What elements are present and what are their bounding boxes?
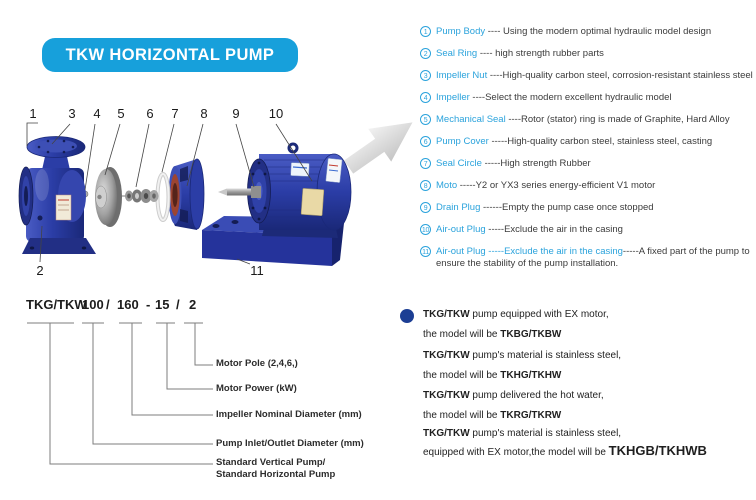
part-name: Pump Cover bbox=[436, 135, 489, 147]
model-code-block bbox=[0, 295, 380, 495]
circled-number-icon: 4 bbox=[420, 92, 431, 103]
pump-exploded-diagram bbox=[10, 90, 430, 305]
model-label-motor-power: Motor Power (kW) bbox=[216, 383, 297, 394]
part-number-10: 10 bbox=[268, 106, 284, 121]
motor bbox=[248, 144, 352, 238]
model-separator: / bbox=[106, 297, 110, 312]
list-item bbox=[420, 92, 756, 104]
circled-number-icon: 7 bbox=[420, 158, 431, 169]
list-item bbox=[420, 202, 756, 214]
model-segment-inlet: 100 bbox=[82, 297, 104, 312]
part-desc: -----High strength Rubber bbox=[481, 157, 591, 169]
part-number-4: 4 bbox=[93, 106, 101, 121]
pump-label-sticker bbox=[56, 195, 71, 220]
list-item bbox=[420, 224, 756, 236]
part-number-11: 11 bbox=[250, 263, 264, 278]
part-desc: -----High-quality carbon steel, stainless steel, casting bbox=[488, 135, 713, 147]
seal-circle-o-ring bbox=[158, 174, 169, 220]
variant-line: equipped with EX motor,the model will be TKHGB/TKHWB bbox=[423, 443, 707, 458]
circled-number-icon: 10 bbox=[420, 224, 431, 235]
circled-number-icon: 9 bbox=[420, 202, 431, 213]
circled-number-icon: 1 bbox=[420, 26, 431, 37]
title-banner bbox=[42, 38, 298, 72]
parts-list bbox=[420, 26, 756, 280]
circled-number-icon: 6 bbox=[420, 136, 431, 147]
part-name: Seal Circle bbox=[436, 157, 482, 169]
part-desc: ---- high strength rubber parts bbox=[477, 47, 604, 59]
variant-line: TKG/TKW pump equipped with EX motor, bbox=[423, 309, 609, 320]
part-number-9: 9 bbox=[232, 106, 240, 121]
bullet-circle-icon bbox=[400, 309, 414, 323]
part-name: Air-out Plug bbox=[436, 245, 486, 257]
drain-plug bbox=[38, 216, 43, 221]
part-name: Seal Ring bbox=[436, 47, 478, 59]
part-desc: ----High-quality carbon steel, corrosion-resistant stainless steel bbox=[487, 69, 753, 81]
model-label-standard-horizontal: Standard Horizontal Pump bbox=[216, 469, 336, 480]
circled-number-icon: 8 bbox=[420, 180, 431, 191]
model-separator: - bbox=[146, 297, 151, 312]
page-title: TKW HORIZONTAL PUMP bbox=[65, 45, 275, 64]
part-name: Mechanical Seal bbox=[436, 113, 506, 125]
part-desc: ---- Using the modern optimal hydraulic model design bbox=[485, 26, 712, 37]
variant-line: TKG/TKW pump delivered the hot water, bbox=[423, 390, 604, 401]
model-label-inlet-outlet: Pump Inlet/Outlet Diameter (mm) bbox=[216, 438, 364, 449]
circled-number-icon: 3 bbox=[420, 70, 431, 81]
part-name: Impeller Nut bbox=[436, 69, 488, 81]
part-desc: -----A fixed part of the pump to ensure the stability of the pump installation. bbox=[436, 245, 750, 269]
list-item bbox=[420, 26, 756, 38]
model-segment-power: 15 bbox=[155, 297, 170, 312]
part-name: Drain Plug bbox=[436, 201, 481, 213]
model-label-standard-vertical: Standard Vertical Pump/ bbox=[216, 457, 326, 468]
part-number-5: 5 bbox=[117, 106, 125, 121]
pump-body bbox=[19, 137, 96, 255]
variant-line: TKG/TKW pump's material is stainless steel, bbox=[423, 350, 622, 361]
variant-line: the model will be TKHG/TKHW bbox=[423, 370, 562, 381]
part-number-2: 2 bbox=[36, 263, 44, 278]
part-desc: ----Rotor (stator) ring is made of Graphite, Hard Alloy bbox=[505, 113, 730, 125]
mechanical-seal-parts bbox=[116, 189, 159, 203]
model-label-motor-pole: Motor Pole (2,4,6,) bbox=[216, 358, 298, 369]
right-arrow-icon bbox=[337, 106, 424, 184]
variant-line: TKG/TKW pump's material is stainless steel, bbox=[423, 428, 622, 439]
model-segment-pole: 2 bbox=[189, 297, 197, 312]
circled-number-icon: 11 bbox=[420, 246, 431, 257]
motor-nameplate bbox=[301, 188, 324, 215]
part-name: Moto bbox=[436, 179, 458, 191]
part-number-1: 1 bbox=[29, 106, 37, 121]
model-segment-impeller: 160 bbox=[117, 297, 139, 312]
model-separator: / bbox=[176, 297, 180, 312]
circled-number-icon: 5 bbox=[420, 114, 431, 125]
part-name: Pump Body bbox=[436, 26, 486, 37]
variant-line: the model will be TKBG/TKBW bbox=[423, 329, 562, 340]
part-number-8: 8 bbox=[200, 106, 208, 121]
list-item: 11 Air-out Plug -----Exclude the air in the casing-----A fixed part of the pump to ensure the stability of the pump installation. bbox=[420, 246, 756, 270]
list-item bbox=[420, 48, 756, 60]
pump-cover bbox=[169, 159, 205, 230]
part-desc: ------Empty the pump case once stopped bbox=[480, 201, 654, 213]
motor-shaft bbox=[218, 186, 261, 198]
part-name: Air-out Plug bbox=[436, 223, 486, 235]
model-label-impeller-diameter: Impeller Nominal Diameter (mm) bbox=[216, 409, 362, 420]
list-item bbox=[420, 70, 756, 82]
part-number-3: 3 bbox=[68, 106, 76, 121]
impeller bbox=[95, 167, 122, 227]
part-number-7: 7 bbox=[171, 106, 179, 121]
variants-block bbox=[395, 302, 750, 492]
part-name: Impeller bbox=[436, 91, 470, 103]
list-item bbox=[420, 114, 756, 126]
part-desc: -----Exclude the air in the casing bbox=[485, 223, 623, 235]
part-number-6: 6 bbox=[146, 106, 154, 121]
part-desc: -----Y2 or YX3 series energy-efficient V1 motor bbox=[457, 179, 656, 191]
circled-number-icon: 2 bbox=[420, 48, 431, 59]
model-segment-series: TKG/TKW bbox=[26, 297, 87, 312]
list-item bbox=[420, 180, 756, 192]
motor-sticker bbox=[291, 163, 310, 177]
part-desc: ----Select the modern excellent hydraulic model bbox=[469, 91, 672, 103]
list-item bbox=[420, 158, 756, 170]
variant-line: the model will be TKRG/TKRW bbox=[423, 410, 562, 421]
list-item bbox=[420, 136, 756, 148]
